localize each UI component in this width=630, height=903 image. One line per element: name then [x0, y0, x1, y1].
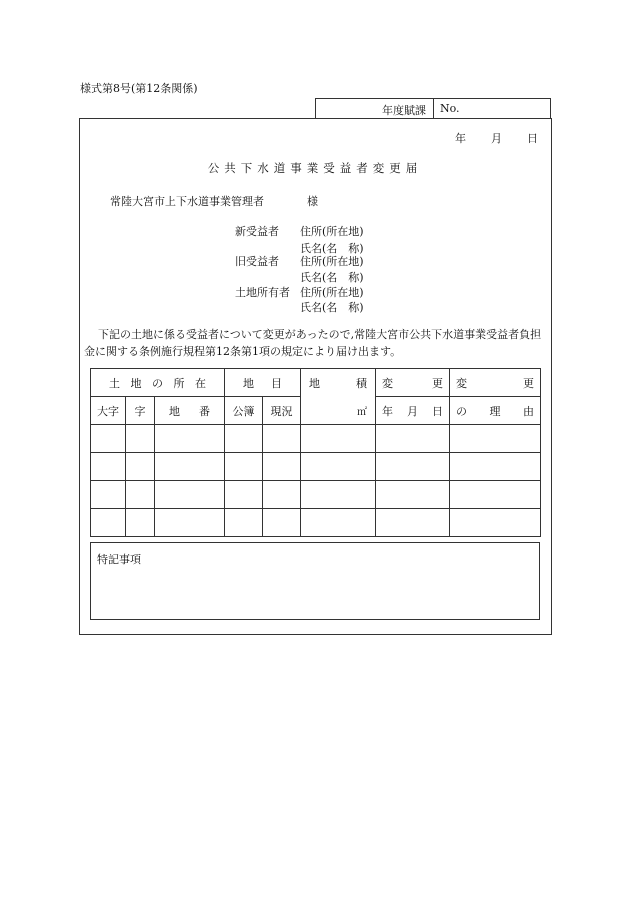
- table-row: [91, 481, 541, 509]
- fee-box-label: 年度賦課: [382, 104, 426, 117]
- party-address-owner: 住所(所在地): [300, 286, 364, 299]
- party-name-old: 氏名(名 称): [300, 271, 364, 284]
- remarks-label: 特記事項: [97, 553, 141, 566]
- header-change: 変 更: [376, 369, 450, 397]
- party-address-new: 住所(所在地): [300, 225, 364, 238]
- addressee-name: 常陸大宮市上下水道事業管理者: [110, 195, 264, 208]
- form-title: 公共下水道事業受益者変更届: [207, 161, 423, 175]
- subheader-registry: 公簿: [225, 397, 263, 425]
- header-change-reason: 変 更: [450, 369, 541, 397]
- area-unit: ㎡: [357, 407, 368, 418]
- party-address-old: 住所(所在地): [300, 255, 364, 268]
- header-change-date: 年 月 日: [376, 397, 450, 425]
- declaration-text: 下記の土地に係る受益者について変更があったので,常陸大宮市公共下水道事業受益者負担金に関する条例施行規程第12条第1項の規定により届け出ます。: [84, 328, 542, 358]
- header-area: 地 積 ㎡: [301, 369, 376, 425]
- fee-box-no-label: No.: [440, 102, 460, 115]
- date-year: 年: [455, 132, 466, 145]
- party-name-new: 氏名(名 称): [300, 242, 364, 255]
- party-label-old: 旧受益者: [235, 255, 279, 268]
- header-location: 土 地 の 所 在: [91, 369, 225, 397]
- remarks-box: [90, 542, 540, 620]
- table-row: [91, 509, 541, 537]
- party-name-owner: 氏名(名 称): [300, 301, 364, 314]
- date-month: 月: [491, 132, 502, 145]
- table-row: [91, 425, 541, 453]
- date-day: 日: [527, 132, 538, 145]
- land-table: [90, 368, 541, 537]
- header-land-category: 地 目: [225, 369, 301, 397]
- addressee-honorific: 様: [307, 195, 318, 208]
- subheader-chiban: 地 番: [155, 397, 225, 425]
- subheader-aza: 字: [126, 397, 155, 425]
- header-reason: の 理 由: [450, 397, 541, 425]
- table-row: [91, 453, 541, 481]
- party-label-new: 新受益者: [235, 225, 279, 238]
- fee-box-divider: [433, 99, 434, 119]
- subheader-oaza: 大字: [91, 397, 126, 425]
- subheader-current: 現況: [263, 397, 301, 425]
- form-number: 様式第8号(第12条関係): [80, 82, 198, 95]
- fee-box: [315, 98, 551, 118]
- party-label-owner: 土地所有者: [235, 286, 290, 299]
